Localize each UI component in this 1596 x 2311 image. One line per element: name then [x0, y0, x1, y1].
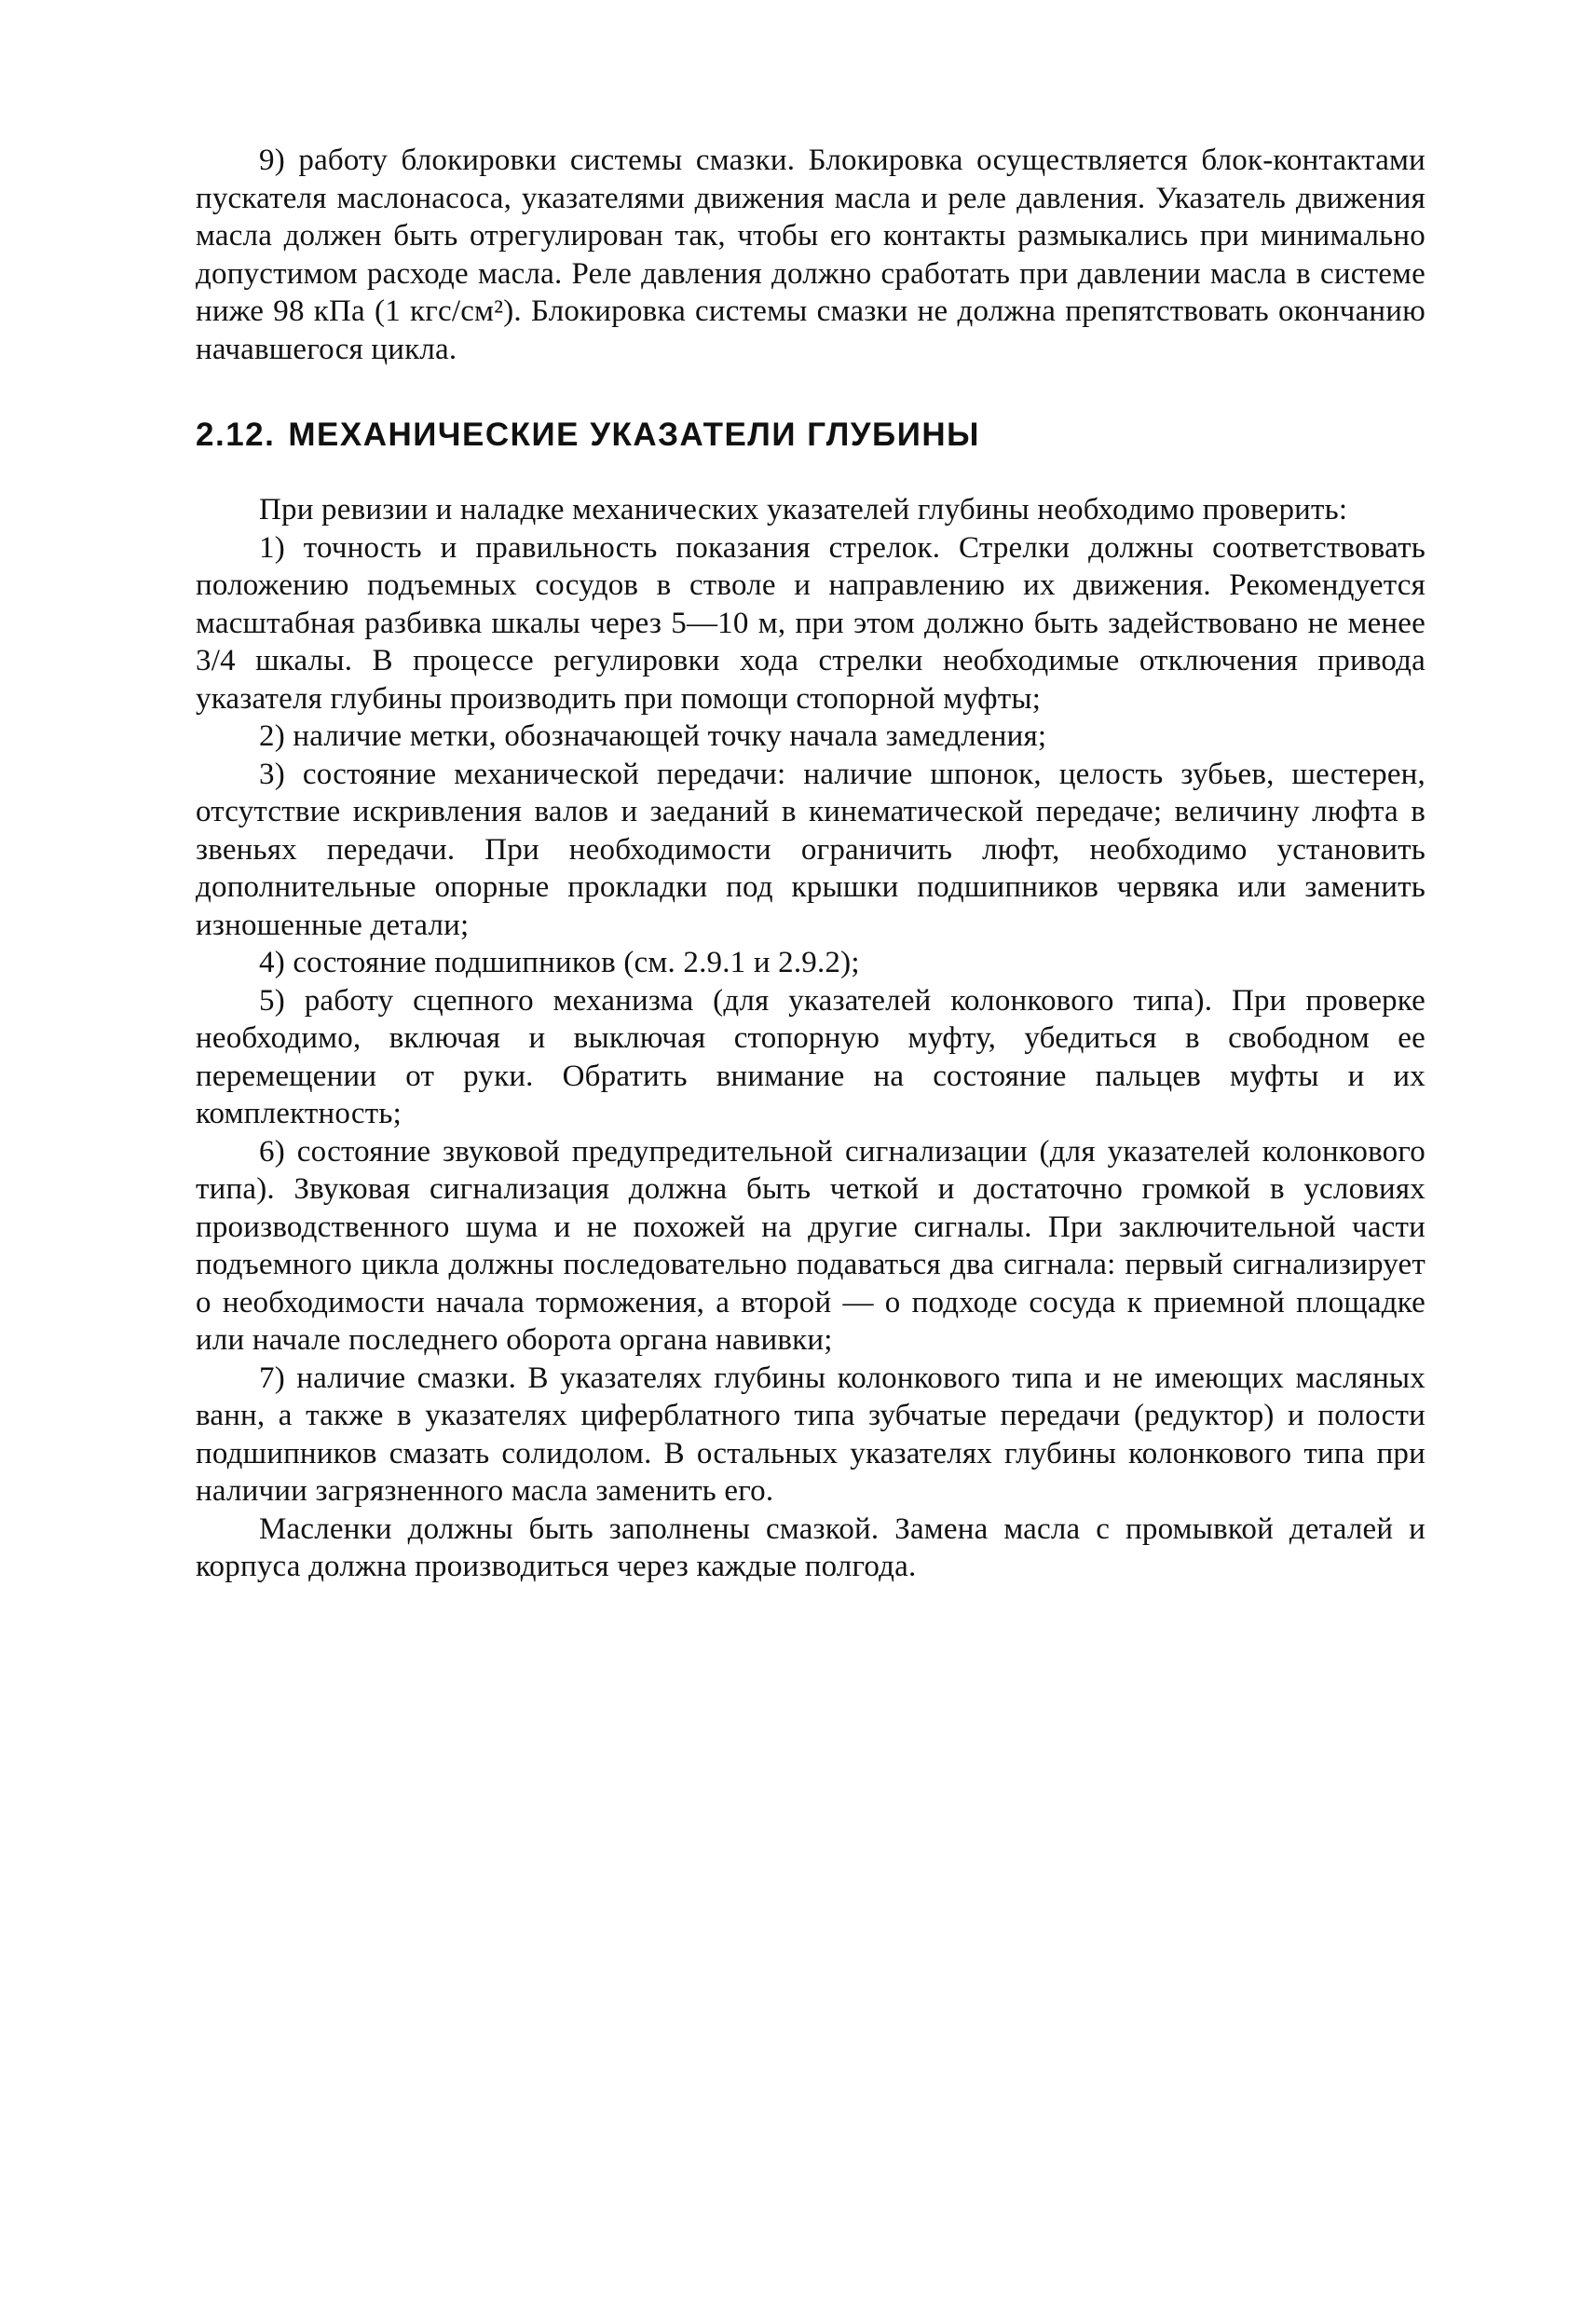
section-number: 2.12.: [196, 417, 276, 453]
paragraph-item-9: 9) работу блокировки системы смазки. Блокировка осуществляется блок-контактами пускателя маслонасоса, указателями движения масла и реле давления. Указатель движения масла должен быть отрегулирован так, чтобы его контакты размыкались при минимально допустимом расходе масла. Реле давления должно сработать при давлении масла в системе ниже 98 кПа (1 кгс/см²). Блокировка системы смазки не должна препятствовать окончанию начавшегося цикла.: [196, 144, 1425, 366]
paragraph-item-4: 4) состояние подшипников (см. 2.9.1 и 2.9.2);: [259, 946, 860, 979]
paragraph-item-5: 5) работу сцепного механизма (для указателей колонкового типа). При проверке необходимо, включая и выключая стопорную муфту, убедиться в свободном ее перемещении от руки. Обратить внимание на состояние пальцев муфты и их комплектность;: [196, 983, 1425, 1130]
paragraph-item-6: 6) состояние звуковой предупредительной сигнализации (для указателей колонкового типа). Звуковая сигнализация должна быть четкой и достаточно громкой в условиях производственного шума и не похожей на другие сигналы. При заключительной части подъемного цикла должны последовательно подаваться два сигнала: первый сигнализирует о необходимости начала торможения, а второй — о подходе сосуда к приемной площадке или начале последнего оборота органа навивки;: [196, 1134, 1425, 1357]
section-title: МЕХАНИЧЕСКИЕ УКАЗАТЕЛИ ГЛУБИНЫ: [288, 417, 980, 453]
document-page: [196, 142, 1425, 1586]
paragraph-closing: Масленки должны быть заполнены смазкой. Замена масла с промывкой деталей и корпуса должна производиться через каждые полгода.: [196, 1511, 1425, 1583]
paragraph-item-1: 1) точность и правильность показания стрелок. Стрелки должны соответствовать положению подъемных сосудов в стволе и направлению их движения. Рекомендуется масштабная разбивка шкалы через 5—10 м, при этом должно быть задействовано не менее 3/4 шкалы. В процессе регулировки хода стрелки необходимые отключения привода указателя глубины производить при помощи стопорной муфты;: [196, 530, 1425, 716]
text-block-main: [196, 491, 1425, 1586]
paragraph-intro: При ревизии и наладке механических указателей глубины необходимо проверить:: [259, 493, 1348, 526]
paragraph-item-3: 3) состояние механической передачи: наличие шпонок, целость зубьев, шестерен, отсутствие искривления валов и заеданий в кинематической передаче; величину люфта в звеньях передачи. При необходимости ограничить люфт, необходимо установить дополнительные опорные прокладки под крышки подшипников червяка или заменить изношенные детали;: [196, 757, 1425, 942]
text-block-top: [196, 142, 1425, 368]
paragraph-item-7: 7) наличие смазки. В указателях глубины колонкового типа и не имеющих масляных ванн, а также в указателях циферблатного типа зубчатые передачи (редуктор) и полости подшипников смазать солидолом. В остальных указателях глубины колонкового типа при наличии загрязненного масла заменить его.: [196, 1361, 1425, 1508]
section-heading: [196, 415, 1425, 456]
paragraph-item-2: 2) наличие метки, обозначающей точку начала замедления;: [259, 719, 1047, 753]
